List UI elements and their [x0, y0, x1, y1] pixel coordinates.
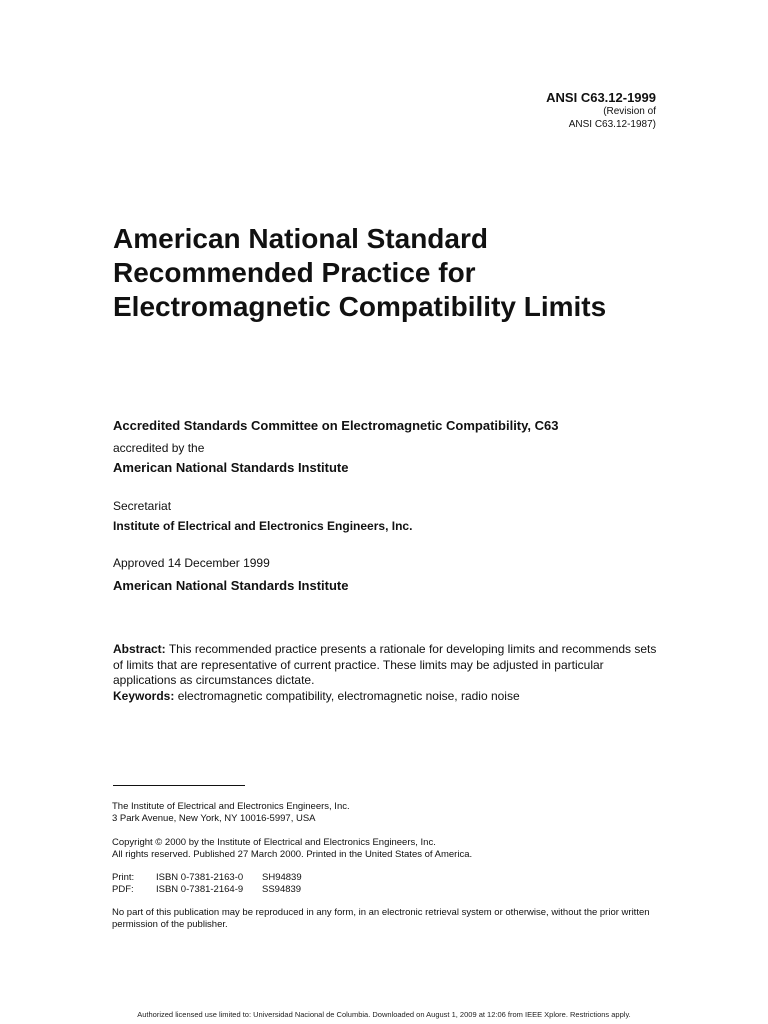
abstract-paragraph: [113, 642, 658, 689]
isbn-format-label: PDF:: [112, 884, 134, 895]
abstract-block: [113, 642, 658, 704]
accredited-by-label: accredited by the: [113, 441, 205, 455]
keywords-text: electromagnetic compatibility, electromagnetic noise, radio noise: [177, 688, 520, 703]
revision-note-line1: (Revision of: [603, 106, 656, 117]
isbn-format-label: Print:: [112, 872, 135, 883]
keywords-paragraph: [113, 689, 658, 705]
rights-line: All rights reserved. Published 27 March 2000. Printed in the United States of America.: [112, 849, 473, 860]
keywords-label: Keywords:: [113, 688, 175, 703]
secretariat-label: Secretariat: [113, 499, 172, 513]
document-title: [113, 222, 693, 324]
separator-rule: [113, 785, 245, 786]
approving-body: American National Standards Institute: [113, 578, 349, 593]
accrediting-body: American National Standards Institute: [113, 460, 349, 475]
approval-date: Approved 14 December 1999: [113, 556, 270, 570]
committee-name: Accredited Standards Committee on Electromagnetic Compatibility, C63: [113, 418, 559, 433]
title-line1: American National Standard: [113, 223, 488, 254]
isbn-number: ISBN 0-7381-2164-9: [156, 884, 244, 895]
abstract-label: Abstract:: [113, 642, 166, 656]
title-line3: Electromagnetic Compatibility Limits: [113, 291, 607, 322]
copyright-line: Copyright © 2000 by the Institute of Electrical and Electronics Engineers, Inc.: [112, 837, 436, 848]
standard-id: ANSI C63.12-1999: [546, 90, 656, 105]
isbn-number: ISBN 0-7381-2163-0: [156, 872, 244, 883]
license-footer: Authorized licensed use limited to: Universidad Nacional de Columbia. Downloaded on August 1, 2009 at 12:06 from IEEE Xplore. Restrictions apply.: [137, 1010, 631, 1019]
secretariat-name: Institute of Electrical and Electronics Engineers, Inc.: [113, 519, 413, 533]
revision-note-line2: ANSI C63.12-1987): [568, 119, 656, 130]
title-line2: Recommended Practice for: [113, 257, 476, 288]
abstract-text: This recommended practice presents a rationale for developing limits and recommends sets of limits that are representative of current practice. These limits may be adjusted in particular applications as circumstances dictate.: [113, 642, 657, 687]
publisher-name: The Institute of Electrical and Electronics Engineers, Inc.: [112, 801, 350, 812]
publisher-address: 3 Park Avenue, New York, NY 10016-5997, USA: [112, 813, 316, 824]
stock-code: SH94839: [262, 872, 302, 883]
reproduction-notice: No part of this publication may be reproduced in any form, in an electronic retrieval system or otherwise, without the prior written permission of the publisher.: [112, 907, 650, 930]
stock-code: SS94839: [262, 884, 302, 895]
